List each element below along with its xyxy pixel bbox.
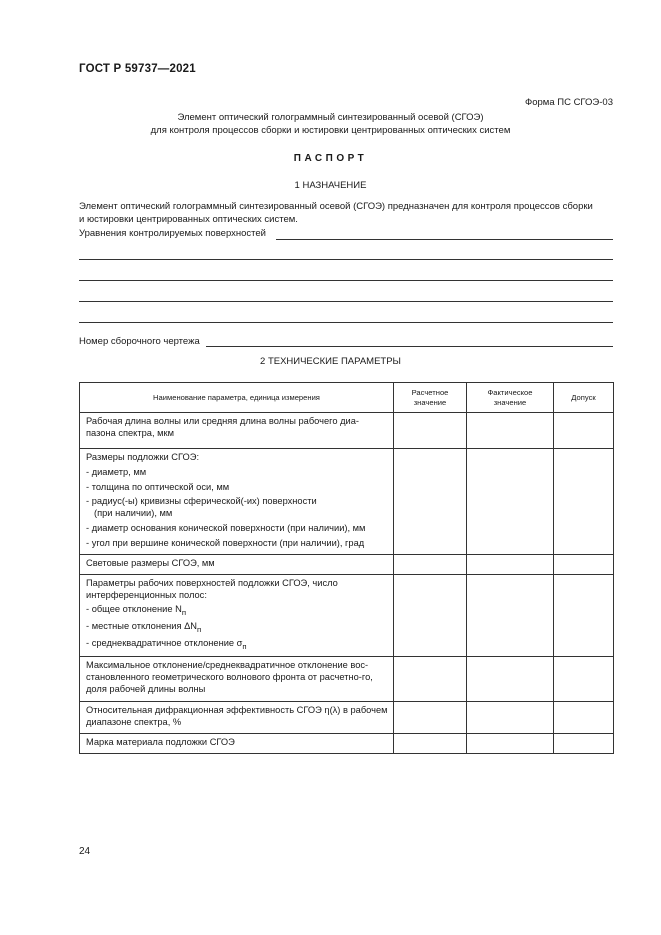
table-header-row (80, 383, 614, 413)
table-row (80, 574, 614, 657)
table-row (80, 555, 614, 575)
actual-value-cell[interactable] (467, 657, 554, 702)
form-code: Форма ПС СГОЭ-03 (525, 97, 613, 108)
actual-value-cell[interactable] (467, 449, 554, 555)
actual-value-cell[interactable] (467, 413, 554, 449)
tolerance-cell[interactable] (554, 555, 614, 575)
tolerance-cell[interactable] (554, 413, 614, 449)
tolerance-cell[interactable] (554, 733, 614, 753)
row-substrate-dimensions: Размеры подложки СГОЭ: - диаметр, мм - толщина по оптической оси, мм - радиус(-ы) кривизны сферической(-их) поверхности (при наличии), мм - диаметр основания конической поверхности (при наличии), мм - угол при вершине конической поверхности (при наличии), град (80, 449, 393, 554)
column-header-actual: Фактическое значение (467, 383, 554, 413)
calc-value-cell[interactable] (394, 413, 467, 449)
row-wavefront-deviation: Максимальное отклонение/среднеквадратичное отклонение вос-становленного геометрического волнового фронта от расчетно-го, доля рабочей длины волны (86, 660, 373, 694)
column-header-name: Наименование параметра, единица измерения (80, 383, 394, 413)
drawing-number-label: Номер сборочного чертежа (79, 336, 200, 347)
fill-line[interactable] (79, 322, 613, 323)
tolerance-cell[interactable] (554, 702, 614, 734)
column-header-tolerance: Допуск (554, 383, 614, 413)
standard-header: ГОСТ Р 59737—2021 (79, 63, 196, 75)
section2-heading: 2 ТЕХНИЧЕСКИЕ ПАРАМЕТРЫ (260, 356, 401, 367)
tolerance-cell[interactable] (554, 574, 614, 657)
row-substrate-material: Марка материала подложки СГОЭ (86, 736, 235, 747)
calc-value-cell[interactable] (394, 449, 467, 555)
section1-heading: 1 НАЗНАЧЕНИЕ (294, 180, 367, 191)
equations-fill-line[interactable] (276, 239, 613, 240)
calc-value-cell[interactable] (394, 657, 467, 702)
calc-value-cell[interactable] (394, 555, 467, 575)
row-wavelength: Рабочая длина волны или средняя длина волны рабочего диа-пазона спектра, мкм (86, 416, 359, 438)
actual-value-cell[interactable] (467, 555, 554, 575)
passport-heading: ПАСПОРТ (293, 153, 368, 164)
fill-line[interactable] (79, 301, 613, 302)
fill-line[interactable] (79, 280, 613, 281)
equations-label: Уравнения контролируемых поверхностей (79, 228, 266, 239)
page-number: 24 (79, 846, 91, 857)
calc-value-cell[interactable] (394, 733, 467, 753)
purpose-line2: и юстировки центрированных оптических систем. (79, 213, 298, 225)
parameters-table (79, 382, 614, 754)
table-row (80, 702, 614, 734)
purpose-paragraph (79, 201, 619, 226)
row-diffraction-efficiency: Относительная дифракционная эффективность СГОЭ η(λ) в рабочем диапазоне спектра, % (86, 705, 388, 728)
tolerance-cell[interactable] (554, 449, 614, 555)
table-row (80, 413, 614, 449)
purpose-line1: Элемент оптический голограммный синтезированный осевой (СГОЭ) предназначен для контроля процессов сборки (79, 201, 593, 212)
drawing-number-fill-line[interactable] (206, 346, 613, 347)
fill-line[interactable] (79, 259, 613, 260)
actual-value-cell[interactable] (467, 574, 554, 657)
tolerance-cell[interactable] (554, 657, 614, 702)
calc-value-cell[interactable] (394, 574, 467, 657)
document-title-line2: для контроля процессов сборки и юстировки центрированных оптических систем (150, 124, 511, 136)
row-surface-parameters: Параметры рабочих поверхностей подложки СГОЭ, число интерференционных полос: - общее отклонение $N_п$ - местные отклонения $\Delta N_п$ - среднеквадратичное отклонение $\sigma_п$ (80, 575, 393, 657)
table-row (80, 449, 614, 555)
document-title-line1: Элемент оптический голограммный синтезированный осевой (СГОЭ) (177, 112, 484, 123)
calc-value-cell[interactable] (394, 702, 467, 734)
table-row (80, 733, 614, 753)
row-clear-aperture: Световые размеры СГОЭ, мм (86, 558, 215, 568)
actual-value-cell[interactable] (467, 702, 554, 734)
column-header-calculated: Расчетное значение (394, 383, 467, 413)
table-row (80, 657, 614, 702)
actual-value-cell[interactable] (467, 733, 554, 753)
